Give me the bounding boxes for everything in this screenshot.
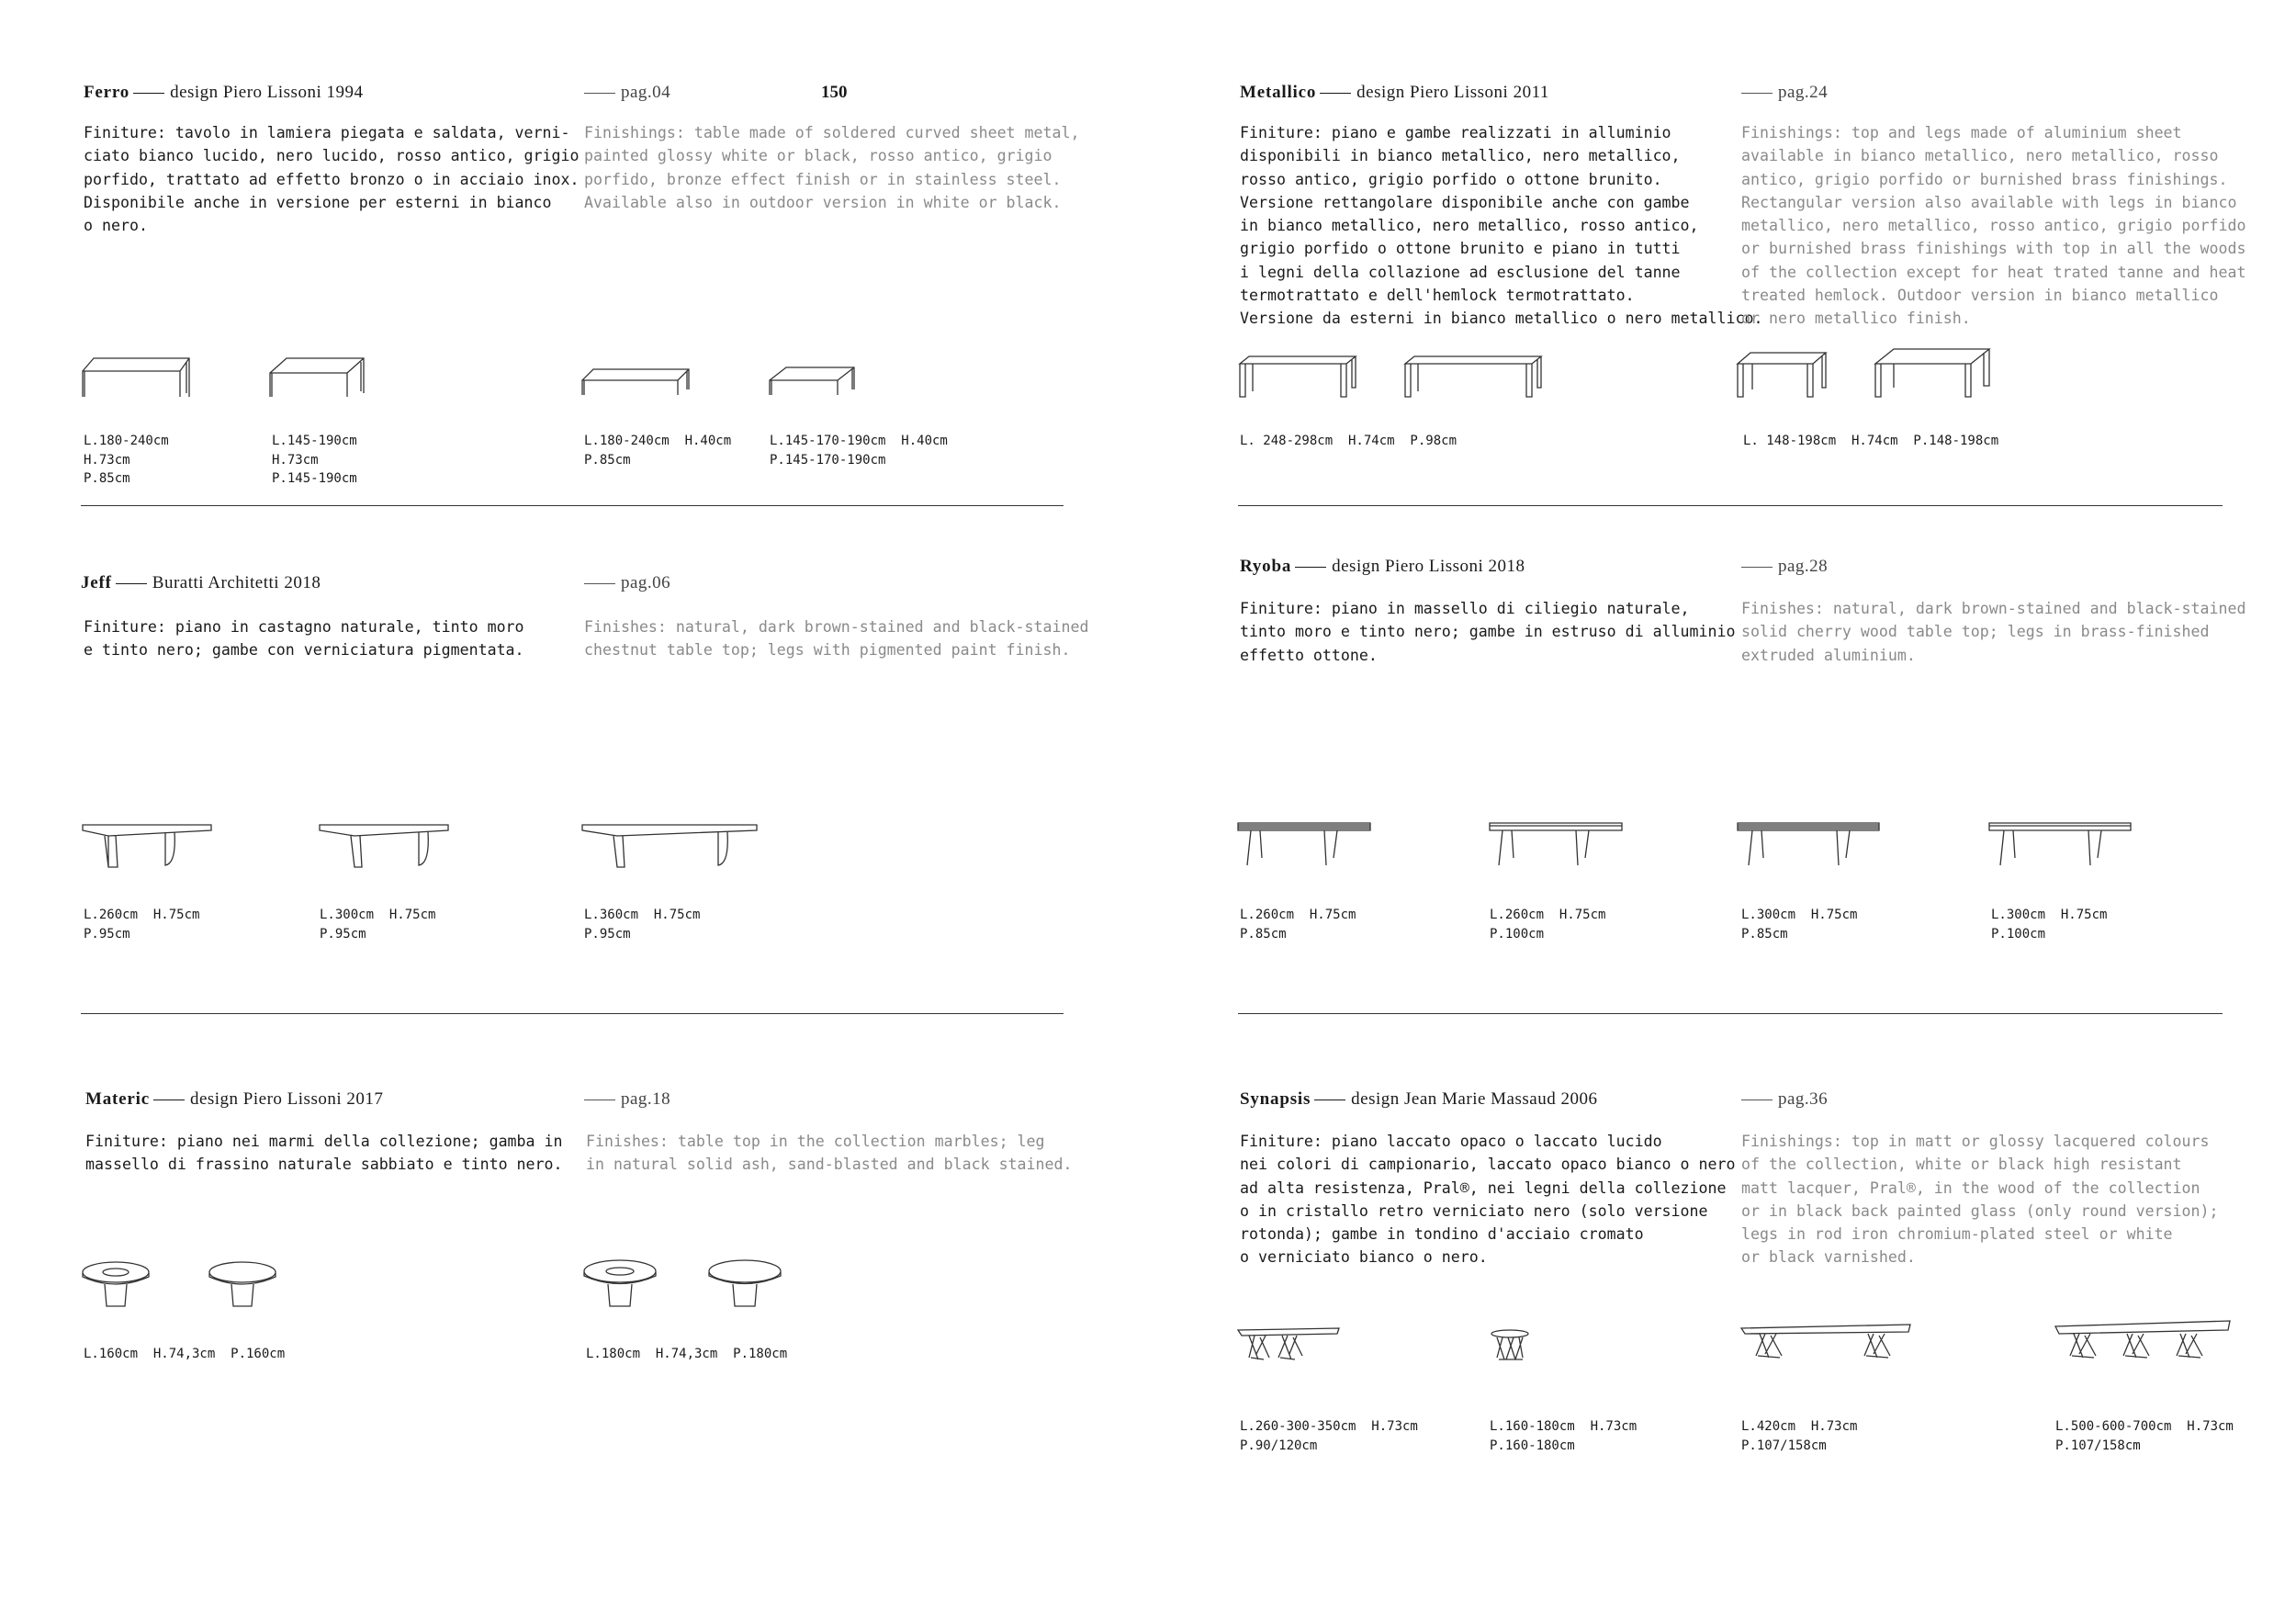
ferro-dims-4: L.145-170-190cm H.40cm P.145-170-190cm — [770, 434, 948, 468]
ryoba-pag — [1741, 557, 1828, 577]
materic-name: Materic — [85, 1089, 150, 1109]
metallico-table-drawing-3 — [1736, 351, 1829, 402]
ferro-table-drawing-1 — [81, 356, 200, 402]
synapsis-dims-4: L.500-600-700cm H.73cm P.107/158cm — [2055, 1419, 2234, 1453]
ferro-table-drawing-2 — [268, 356, 369, 402]
materic-en-text: Finishes: table top in the collection marbles; leg in natural solid ash, sand-blasted and black stained. — [586, 1133, 1073, 1174]
ryoba-title — [1240, 557, 1525, 577]
materic-dims-1: L.160cm H.74,3cm P.160cm — [84, 1347, 286, 1361]
divider-left-2 — [81, 1013, 1064, 1014]
synapsis-designer: design Jean Marie Massaud 2006 — [1351, 1089, 1598, 1109]
materic-table-drawing-3 — [582, 1258, 661, 1312]
ferro-name: Ferro — [84, 83, 130, 102]
ferro-designer: design Piero Lissoni 1994 — [170, 83, 364, 102]
ryoba-name: Ryoba — [1240, 557, 1292, 576]
jeff-it-text: Finiture: piano in castagno naturale, tinto moro e tinto nero; gambe con verniciatura pigmentata. — [84, 618, 524, 660]
ryoba-table-drawing-4 — [1987, 821, 2134, 871]
synapsis-table-drawing-4 — [2054, 1319, 2234, 1363]
ryoba-table-drawing-1 — [1236, 821, 1374, 871]
metallico-name: Metallico — [1240, 83, 1317, 102]
ryoba-en-text: Finishes: natural, dark brown-stained and black-stained solid cherry wood table top; legs in brass-finished extruded aluminium. — [1741, 600, 2246, 664]
jeff-pag-text: pag.06 — [621, 573, 671, 592]
synapsis-name: Synapsis — [1240, 1089, 1311, 1109]
materic-title — [85, 1089, 383, 1110]
materic-table-drawing-4 — [707, 1258, 786, 1312]
metallico-designer: design Piero Lissoni 2011 — [1356, 83, 1549, 102]
metallico-table-drawing-2 — [1403, 355, 1547, 402]
ferro-pag — [584, 83, 670, 103]
ferro-dims-1: L.180-240cm H.73cm P.85cm — [84, 434, 169, 486]
synapsis-table-drawing-1 — [1236, 1326, 1343, 1365]
jeff-dims-2: L.300cm H.75cm P.95cm — [320, 908, 436, 942]
ryoba-pag-text: pag.28 — [1778, 557, 1829, 576]
ryoba-it-text: Finiture: piano in massello di ciliegio naturale, tinto moro e tinto nero; gambe in estruso di alluminio effetto ottone. — [1240, 600, 1736, 664]
jeff-dims-1: L.260cm H.75cm P.95cm — [84, 908, 200, 942]
ryoba-dims-2: L.260cm H.75cm P.100cm — [1490, 908, 1606, 942]
ferro-en-text: Finishings: table made of soldered curved sheet metal, painted glossy white or black, rosso antico, grigio porfido, bronze effect finish or in stainless steel. Available also in outdoor version in white or black. — [584, 124, 1080, 211]
ryoba-dims-1: L.260cm H.75cm P.85cm — [1240, 908, 1356, 942]
metallico-dims-2: L. 148-198cm H.74cm P.148-198cm — [1743, 434, 1999, 448]
jeff-table-drawing-2 — [318, 823, 456, 874]
synapsis-dims-1: L.260-300-350cm H.73cm P.90/120cm — [1240, 1419, 1418, 1453]
ferro-pag-text: pag.04 — [621, 83, 671, 102]
metallico-pag-text: pag.24 — [1778, 83, 1829, 102]
ferro-dims-2: L.145-190cm H.73cm P.145-190cm — [272, 434, 357, 486]
materic-designer: design Piero Lissoni 2017 — [189, 1089, 384, 1109]
materic-pag-text: pag.18 — [621, 1089, 671, 1109]
jeff-designer: Buratti Architetti 2018 — [152, 573, 321, 592]
synapsis-it-text: Finiture: piano laccato opaco o laccato lucido nei colori di campionario, laccato opaco bianco o nero ad alta resistenza, Pral®, nei legni della collezione o in cristallo retro verniciato nero (solo versione rotonda); gambe in tondino d'acciaio cromato o verniciato bianco o nero. — [1240, 1133, 1736, 1267]
materic-table-drawing-1 — [81, 1260, 154, 1312]
synapsis-table-drawing-2 — [1490, 1328, 1532, 1365]
divider-right-2 — [1238, 1013, 2223, 1014]
metallico-title — [1240, 83, 1549, 103]
ferro-it-text: Finiture: tavolo in lamiera piegata e saldata, verni- ciato bianco lucido, nero lucido, rosso antico, grigio porfido, trattato ad effetto bronzo o in acciaio inox. Disponibile anche in versione per esterni in bianco o nero. — [84, 124, 580, 235]
jeff-dims-3: L.360cm H.75cm P.95cm — [584, 908, 701, 942]
jeff-table-drawing-1 — [81, 823, 219, 874]
ryoba-table-drawing-2 — [1488, 821, 1626, 871]
metallico-table-drawing-4 — [1874, 347, 1993, 402]
synapsis-pag — [1741, 1089, 1828, 1110]
synapsis-title — [1240, 1089, 1597, 1110]
ferro-table-drawing-4 — [768, 366, 860, 400]
synapsis-dims-3: L.420cm H.73cm P.107/158cm — [1741, 1419, 1858, 1453]
ferro-dims-3: L.180-240cm H.40cm P.85cm — [584, 434, 732, 468]
metallico-pag — [1741, 83, 1828, 103]
metallico-table-drawing-1 — [1238, 355, 1362, 402]
ryoba-dims-3: L.300cm H.75cm P.85cm — [1741, 908, 1858, 942]
materic-table-drawing-2 — [208, 1260, 281, 1312]
synapsis-dims-2: L.160-180cm H.73cm P.160-180cm — [1490, 1419, 1638, 1453]
ryoba-designer: design Piero Lissoni 2018 — [1332, 557, 1525, 576]
metallico-en-text: Finishings: top and legs made of aluminium sheet available in bianco metallico, nero metallico, rosso antico, grigio porfido or burnished brass finishings. Rectangular version also available with legs in bianco metallico, nero metallico, rosso antico, grigio porfido or burnished brass finishings with top in all the woods of the collection except for heat trated tanne and heat treated hemlock. Outdoor version in bianco metallico or nero metallico finish. — [1741, 124, 2246, 328]
metallico-it-text: Finiture: piano e gambe realizzati in alluminio disponibili in bianco metallico, nero metallico, rosso antico, grigio porfido o ottone brunito. Versione rettangolare disponibile anche con gambe in bianco metallico, nero metallico, rosso antico, grigio porfido o ottone brunito e piano in tutti i legni della collazione ad esclusione del tanne termotrattato e dell'hemlock termotrattato. Versione da esterni in bianco metallico o nero metallico. — [1240, 124, 1763, 328]
jeff-title — [81, 573, 321, 593]
materic-pag — [584, 1089, 670, 1110]
divider-right-1 — [1238, 505, 2223, 506]
ryoba-table-drawing-3 — [1736, 821, 1883, 871]
jeff-table-drawing-3 — [580, 823, 764, 874]
page-number: 150 — [821, 83, 848, 102]
jeff-en-text: Finishes: natural, dark brown-stained and black-stained chestnut table top; legs with pigmented paint finish. — [584, 618, 1089, 660]
jeff-name: Jeff — [81, 573, 112, 592]
synapsis-en-text: Finishings: top in matt or glossy lacquered colours of the collection, white or black high resistant matt lacquer, Pral®, in the wood of the collection or in black back painted glass (only round version); legs in rod iron chromium-plated steel or white or black varnished. — [1741, 1133, 2219, 1267]
materic-dims-2: L.180cm H.74,3cm P.180cm — [586, 1347, 788, 1361]
jeff-pag — [584, 573, 670, 593]
metallico-dims-1: L. 248-298cm H.74cm P.98cm — [1240, 434, 1458, 448]
ryoba-dims-4: L.300cm H.75cm P.100cm — [1991, 908, 2108, 942]
ferro-table-drawing-3 — [580, 367, 695, 400]
ferro-title — [84, 83, 363, 103]
synapsis-table-drawing-3 — [1739, 1323, 1914, 1363]
materic-it-text: Finiture: piano nei marmi della collezione; gamba in massello di frassino naturale sabbiato e tinto nero. — [85, 1133, 563, 1174]
divider-left-1 — [81, 505, 1064, 506]
synapsis-pag-text: pag.36 — [1778, 1089, 1829, 1109]
